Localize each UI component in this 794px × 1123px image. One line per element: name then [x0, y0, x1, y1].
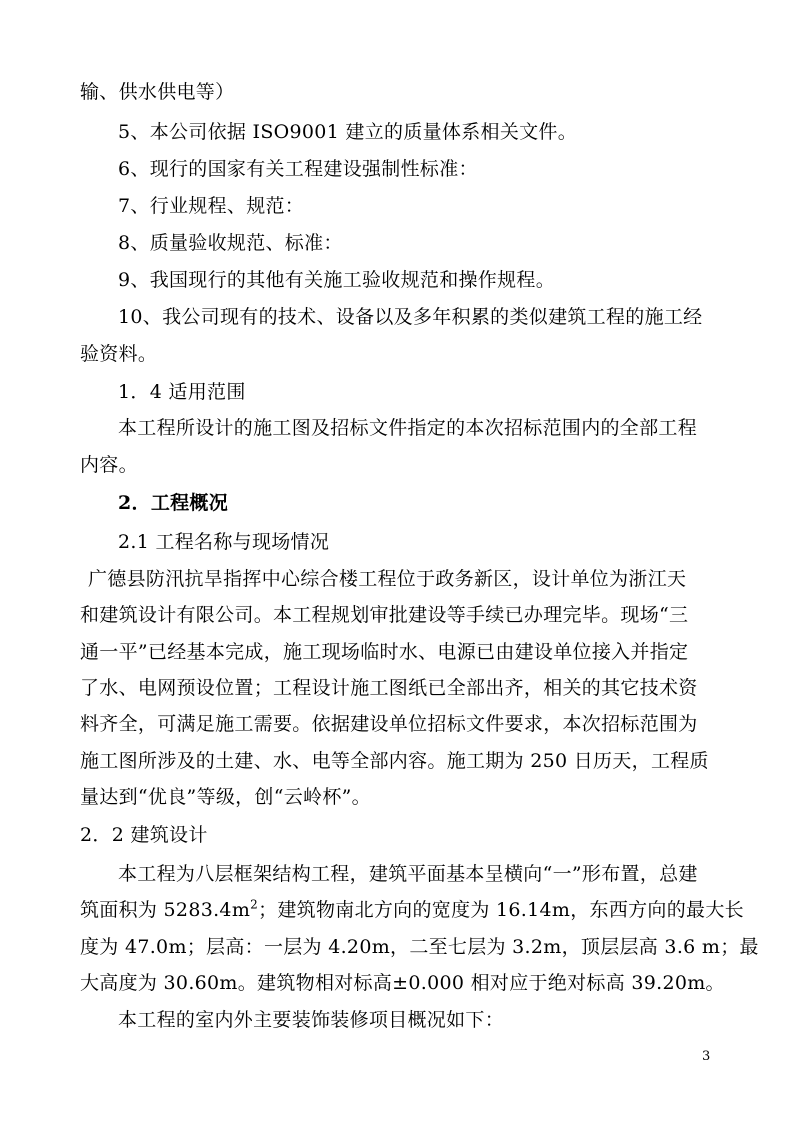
page-number: 3 [702, 1049, 711, 1064]
paragraph-line: 内容。 [80, 454, 138, 476]
paragraph-line-area [80, 898, 744, 922]
paragraph-line: 了水、电网预设位置；工程设计施工图纸已全部出齐，相关的其它技术资 [80, 677, 698, 699]
area-text-before: 筑面积为 5283.4m [80, 899, 251, 921]
list-item: 5、本公司依据 ISO9001 建立的质量体系相关文件。 [118, 121, 578, 143]
section-heading: 1．4 适用范围 [118, 381, 246, 403]
paragraph-line: 料齐全，可满足施工需要。依据建设单位招标文件要求，本次招标范围为 [80, 713, 698, 735]
paragraph-line: 通一平”已经基本完成，施工现场临时水、电源已由建设单位接入并指定 [80, 641, 689, 663]
chapter-heading: 2．工程概况 [118, 492, 229, 514]
paragraph-line: 输、供水供电等） [80, 81, 235, 103]
list-item: 8、质量验收规范、标准： [118, 232, 343, 254]
paragraph-line: 本工程所设计的施工图及招标文件指定的本次招标范围内的全部工程 [118, 417, 698, 439]
area-text-after: ；建筑物南北方向的宽度为 16.14m，东西方向的最大长 [258, 899, 744, 921]
section-heading: 2．2 建筑设计 [80, 824, 208, 846]
paragraph-line: 广德县防汛抗旱指挥中心综合楼工程位于政务新区，设计单位为浙江天 [88, 568, 687, 590]
list-item: 6、现行的国家有关工程建设强制性标准： [118, 158, 478, 180]
list-item: 7、行业规程、规范： [118, 195, 305, 217]
paragraph-line: 量达到“优良”等级，创“云岭杯”。 [80, 786, 371, 808]
list-item: 10、我公司现有的技术、设备以及多年积累的类似建筑工程的施工经 [118, 306, 703, 328]
paragraph-line: 大高度为 30.60m。建筑物相对标高±0.000 相对应于绝对标高 39.20m。 [80, 972, 725, 994]
superscript-two: 2 [250, 897, 259, 912]
paragraph-line: 度为 47.0m；层高：一层为 4.20m，二至七层为 3.2m，顶层层高 3.6 m；最 [80, 936, 759, 958]
paragraph-line: 施工图所涉及的土建、水、电等全部内容。施工期为 250 日历天，工程质 [80, 750, 709, 772]
paragraph-line: 本工程为八层框架结构工程，建筑平面基本呈横向“一”形布置，总建 [118, 863, 698, 885]
paragraph-line: 本工程的室内外主要装饰装修项目概况如下： [118, 1009, 505, 1031]
paragraph-line: 验资料。 [80, 343, 158, 365]
list-item: 9、我国现行的其他有关施工验收规范和操作规程。 [118, 269, 555, 291]
section-heading: 2.1 工程名称与现场情况 [118, 531, 330, 553]
paragraph-line: 和建筑设计有限公司。本工程规划审批建设等手续已办理完毕。现场“三 [80, 604, 689, 626]
